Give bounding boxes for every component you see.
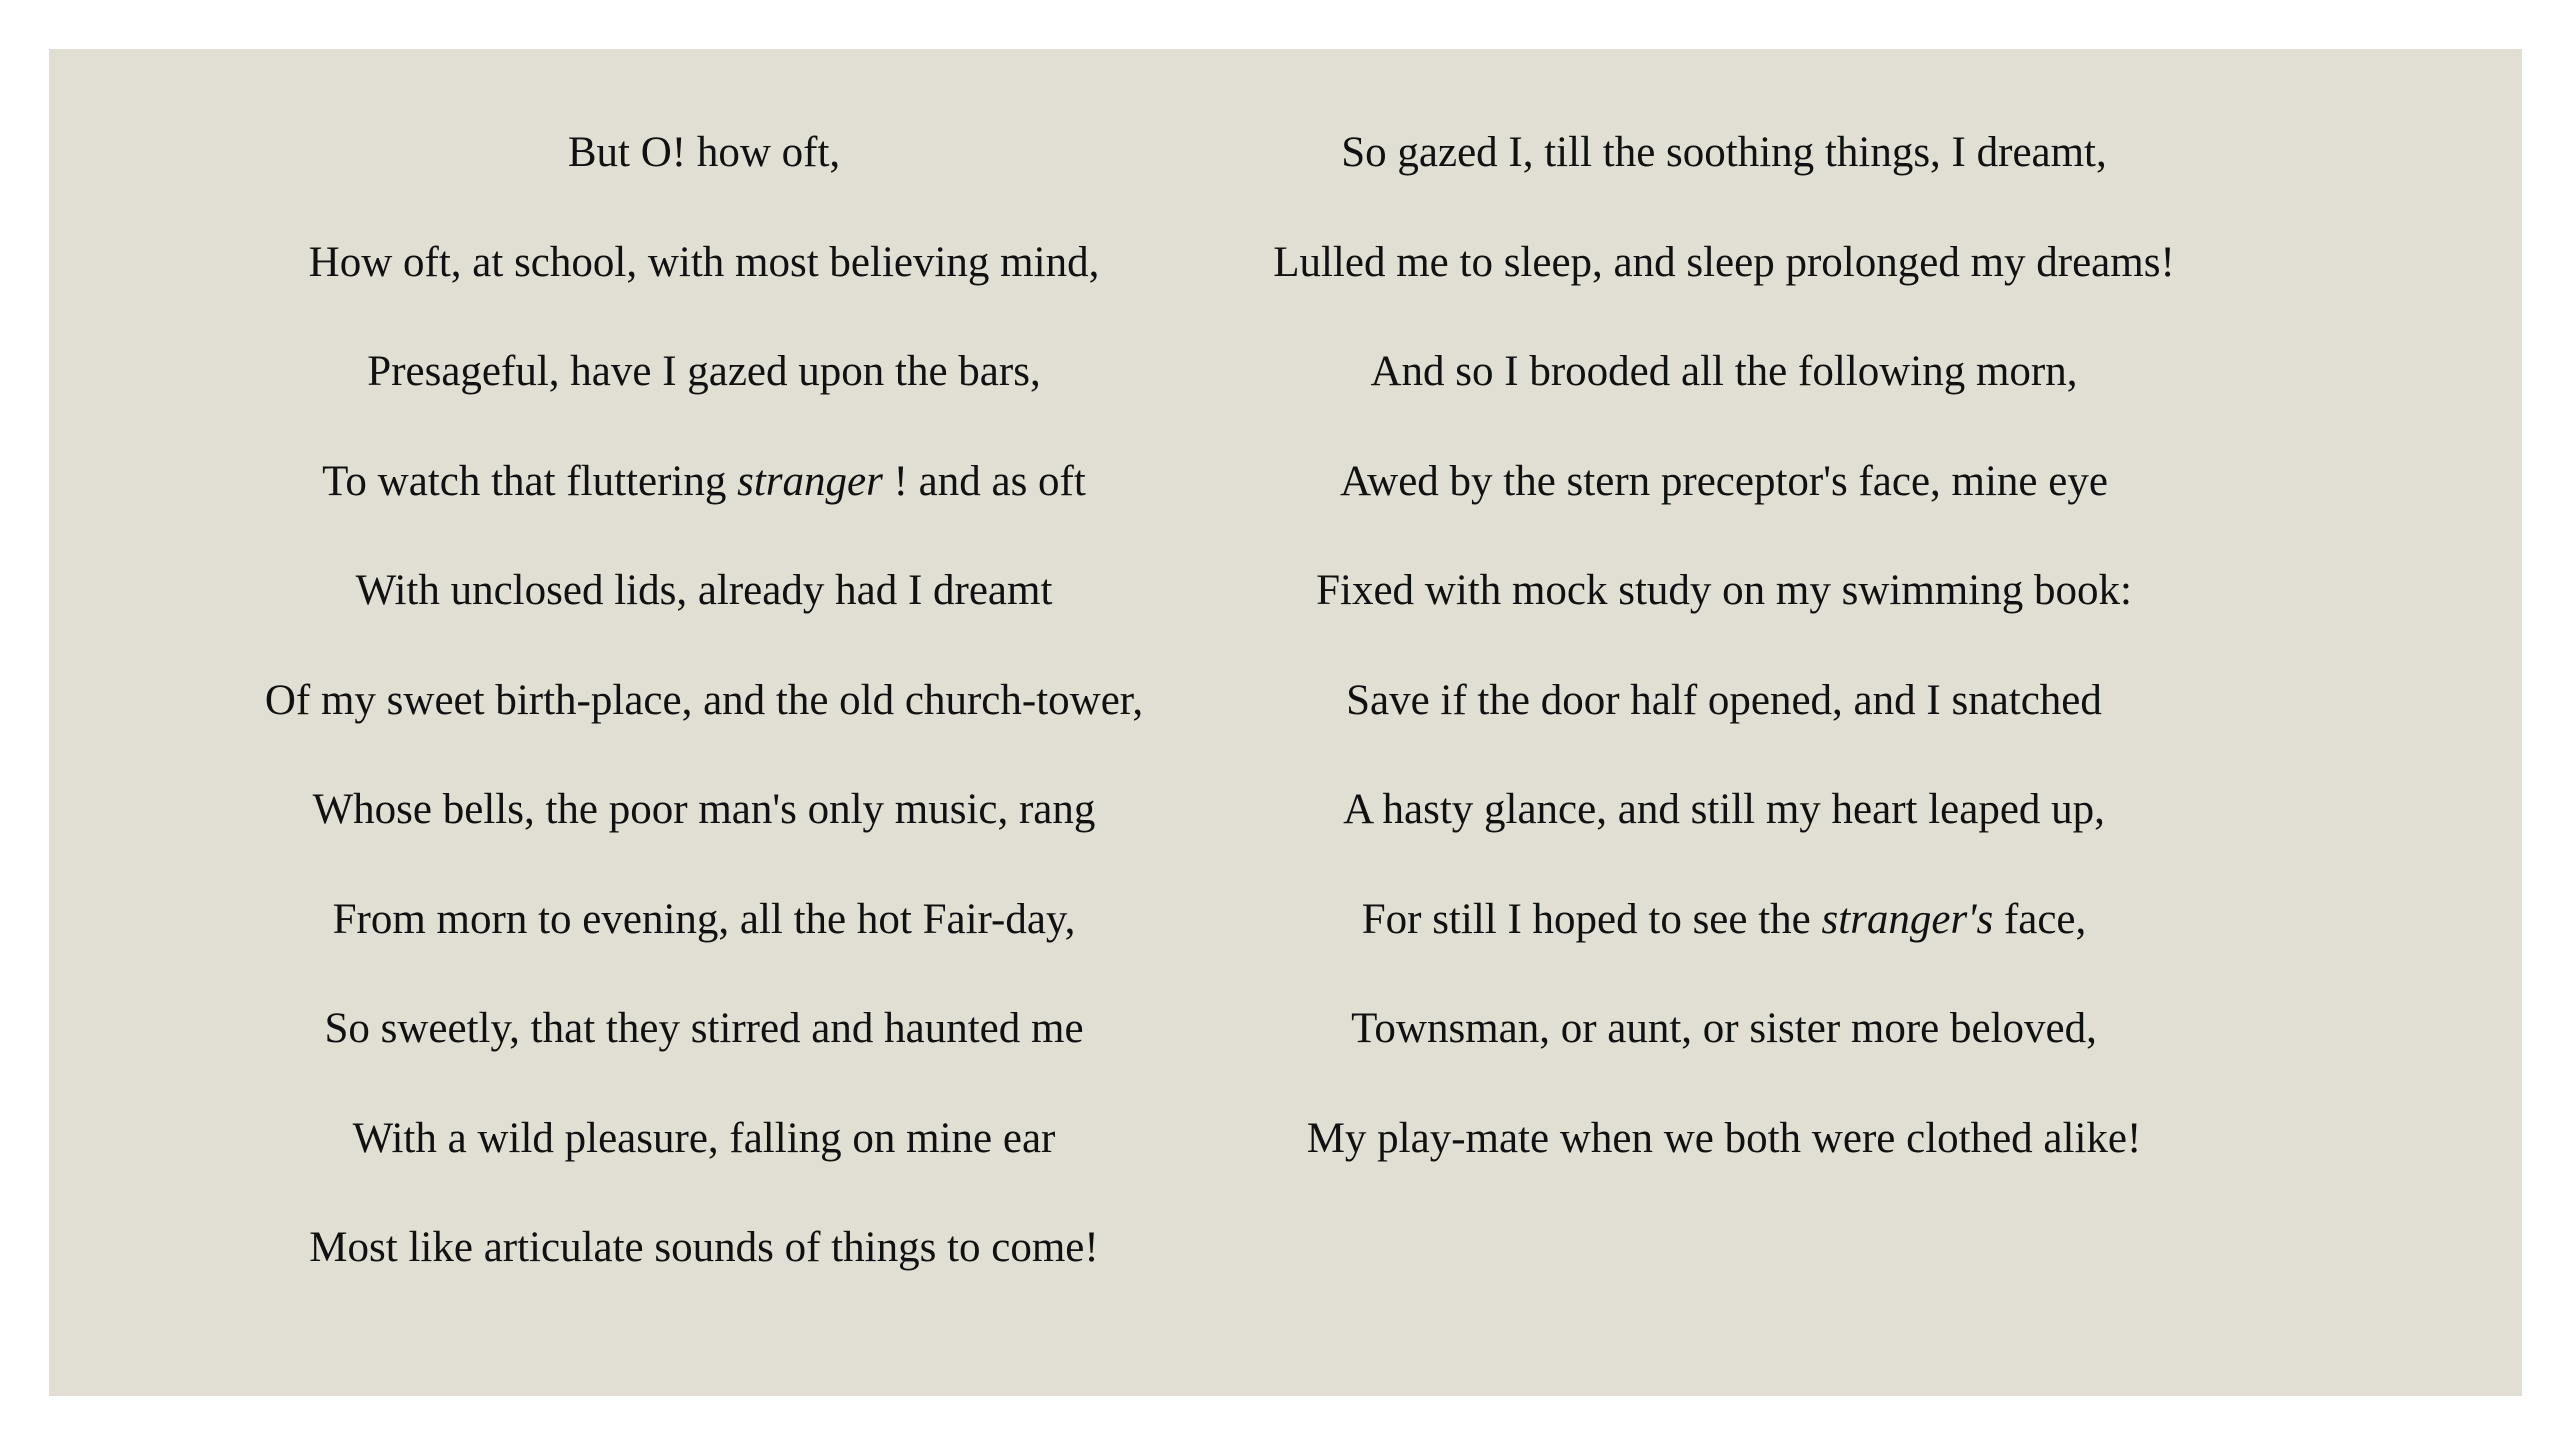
poem-line: Save if the door half opened, and I snatched	[1346, 676, 2102, 724]
poem-line: For still I hoped to see the stranger's face,	[1361, 895, 2087, 943]
poem-line: Townsman, or aunt, or sister more beloved,	[1351, 1005, 2097, 1052]
poem-line: With a wild pleasure, falling on mine ear	[352, 1114, 1056, 1162]
poem-line: With unclosed lids, already had I dreamt	[355, 567, 1053, 614]
poem-line: But O! how oft,	[567, 129, 841, 176]
poem-line: Fixed with mock study on my swimming book:	[1316, 567, 2132, 614]
poem-right-column	[1224, 128, 2224, 1333]
poem-page	[49, 49, 2522, 1396]
italic-word: stranger	[737, 457, 883, 505]
poem-line: How oft, at school, with most believing mind,	[308, 238, 1100, 286]
poem-line: From morn to evening, all the hot Fair-day,	[332, 895, 1076, 943]
poem-text	[49, 128, 2522, 1333]
poem-line: So gazed I, till the soothing things, I dreamt,	[1341, 129, 2107, 176]
poem-line: So sweetly, that they stirred and haunted me	[324, 1005, 1084, 1052]
poem-left-column	[229, 128, 1179, 1333]
poem-line: Most like articulate sounds of things to come!	[309, 1224, 1099, 1271]
poem-line: Whose bells, the poor man's only music, rang	[312, 786, 1096, 833]
poem-line: Of my sweet birth-place, and the old church-tower,	[264, 676, 1144, 724]
italic-word: stranger's	[1821, 895, 1994, 943]
poem-line: Presageful, have I gazed upon the bars,	[367, 348, 1041, 395]
poem-line: A hasty glance, and still my heart leaped up,	[1343, 786, 2105, 833]
poem-line: Awed by the stern preceptor's face, mine eye	[1340, 457, 2108, 505]
poem-line: To watch that fluttering stranger ! and as oft	[322, 457, 1086, 505]
poem-line: And so I brooded all the following morn,	[1370, 348, 2078, 395]
poem-line: My play-mate when we both were clothed alike!	[1306, 1114, 2142, 1162]
poem-line: Lulled me to sleep, and sleep prolonged my dreams!	[1273, 238, 2175, 286]
